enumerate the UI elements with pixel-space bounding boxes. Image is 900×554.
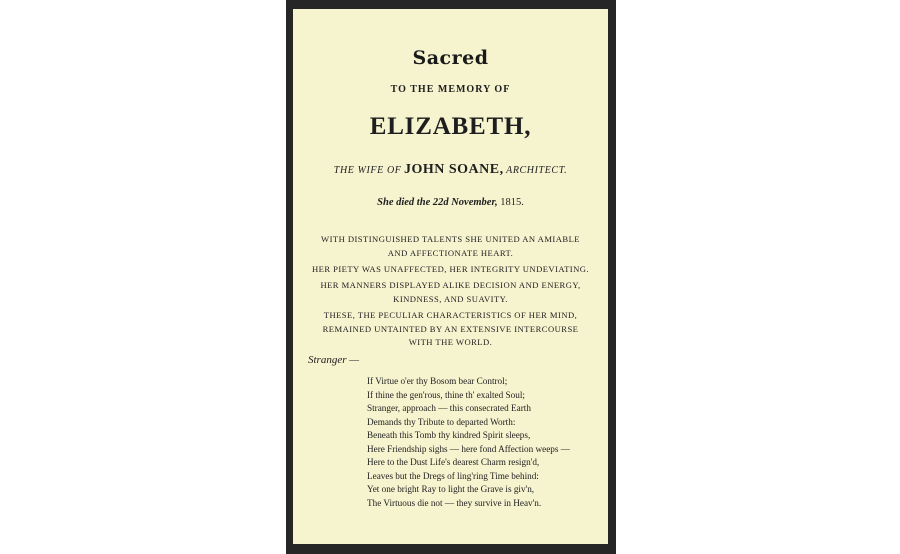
sacred-heading: Sacred [412,47,489,69]
epitaph-line: THESE, THE PECULIAR CHARACTERISTICS OF HER MIND, [323,310,578,320]
husband-name: JOHN SOANE, [403,162,504,177]
verse-block [367,375,597,510]
profession: ARCHITECT. [506,165,568,176]
verse-line: If Virtue o'er thy Bosom bear Control; [367,376,508,386]
wife-of-line [293,162,608,178]
verse-line: Stranger, approach — this consecrated Earth [367,403,531,413]
wife-prefix: THE WIFE OF [333,165,402,176]
epitaph-line: HER PIETY WAS UNAFFECTED, HER INTEGRITY UNDEVIATING. [311,264,590,274]
epitaph-line: REMAINED UNTAINTED BY AN EXTENSIVE INTERCOURSE [322,323,579,334]
verse-line: Leaves but the Dregs of ling'ring Time behind: [367,470,539,481]
epitaph-paragraph-4 [293,309,608,350]
verse-line: The Virtuous die not — they survive in Heav'n. [367,497,542,508]
epitaph-line: WITH THE WORLD. [408,337,493,347]
verse-line: Here to the Dust Life's dearest Charm resign'd, [367,457,540,467]
verse-line: Demands thy Tribute to departed Worth: [367,416,516,427]
dedication-line: TO THE MEMORY OF [390,84,511,95]
death-year: 1815. [500,197,524,208]
epitaph-paragraph-2 [293,263,608,277]
memorial-tablet [293,9,608,544]
verse-line: Beneath this Tomb thy kindred Spirit sleeps, [367,430,531,440]
epitaph-paragraph-3 [293,279,608,306]
epitaph-paragraph-1 [293,233,608,260]
death-date-line [293,197,608,208]
epitaph-line: HER MANNERS DISPLAYED ALIKE DECISION AND ENERGY, [320,280,581,290]
deceased-name: ELIZABETH, [369,113,532,140]
epitaph-line: WITH DISTINGUISHED TALENTS SHE UNITED AN AMIABLE [321,234,580,244]
stranger-address: Stranger — [308,354,360,366]
verse-line: Here Friendship sighs — here fond Affection weeps — [367,443,570,454]
verse-line: If thine the gen'rous, thine th' exalted Soul; [367,389,525,400]
epitaph-line: KINDNESS, AND SUAVITY. [393,293,508,304]
epitaph-line: AND AFFECTIONATE HEART. [387,247,514,258]
death-text: She died the 22d November, [377,197,498,208]
verse-line: Yet one bright Ray to light the Grave is giv'n, [367,484,535,494]
